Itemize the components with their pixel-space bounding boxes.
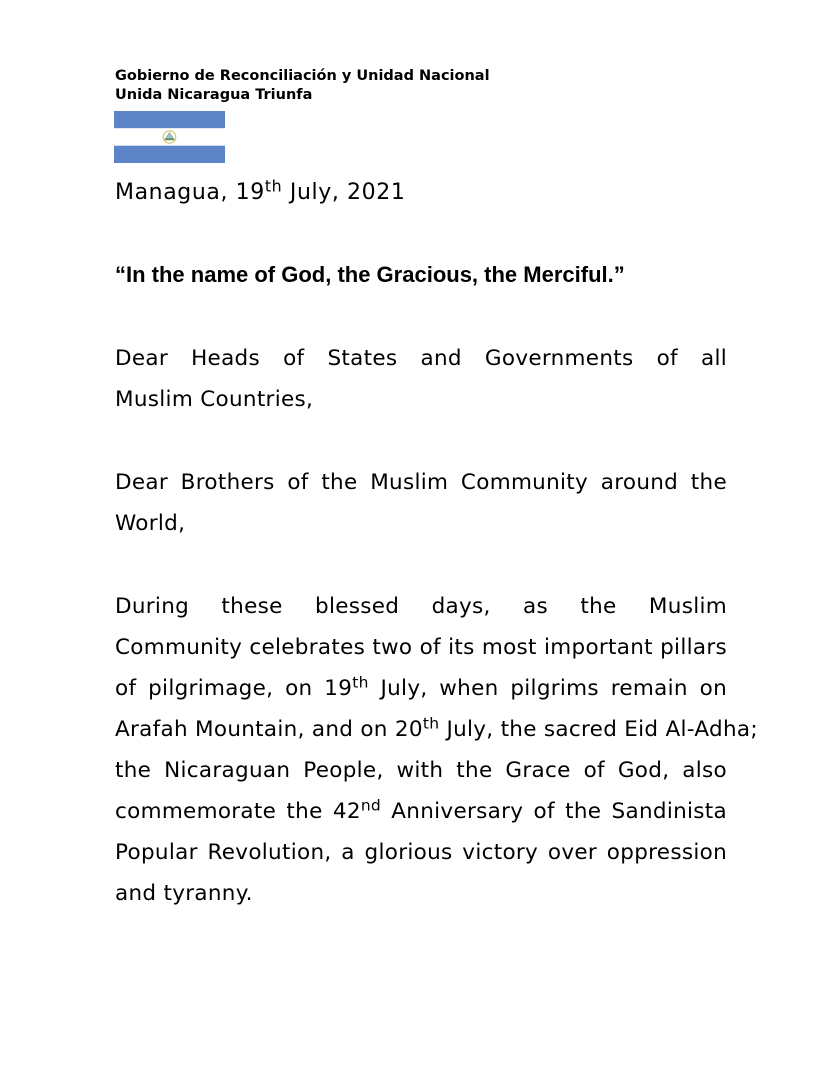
flag-top-stripe xyxy=(114,111,225,128)
ordinal-suffix: th xyxy=(422,714,440,733)
dateline-ordinal: th xyxy=(264,176,283,196)
dateline-prefix: Managua, 19 xyxy=(115,180,265,205)
invocation: “In the name of God, the Gracious, the Merciful.” xyxy=(115,262,625,287)
paragraph-line: Dear Brothers of the Muslim Community around the xyxy=(115,470,727,495)
letterhead-slogan: Unida Nicaragua Triunfa xyxy=(115,87,313,103)
dateline-suffix: July, 2021 xyxy=(282,180,406,205)
text-segment: of pilgrimage, on 19 xyxy=(115,676,353,701)
paragraph-line: Community celebrates two of its most important pillars xyxy=(115,635,727,660)
paragraph-line xyxy=(115,709,758,750)
text-segment: Arafah Mountain, and on 20 xyxy=(115,717,423,742)
dateline xyxy=(115,178,405,208)
text-segment: July, the sacred Eid Al-Adha; xyxy=(439,717,758,742)
text-segment: July, when pilgrims remain on xyxy=(368,676,728,701)
ordinal-suffix: th xyxy=(352,673,369,692)
nicaragua-flag-icon xyxy=(114,111,225,163)
paragraph-line: During these blessed days, as the Muslim xyxy=(115,594,727,619)
text-segment: Anniversary of the Sandinista xyxy=(381,799,727,824)
paragraph-line: Muslim Countries, xyxy=(115,387,314,412)
paragraph-line: World, xyxy=(115,511,186,536)
salutation-muslim-community xyxy=(115,462,727,544)
paragraph-line: and tyranny. xyxy=(115,881,253,906)
salutation-heads-of-state xyxy=(115,338,727,420)
paragraph-line: the Nicaraguan People, with the Grace of God, also xyxy=(115,758,727,783)
flag-bottom-stripe xyxy=(114,146,225,163)
paragraph-line: Popular Revolution, a glorious victory over oppression xyxy=(115,840,727,865)
paragraph-line: Dear Heads of States and Governments of all xyxy=(115,346,727,371)
text-segment: commemorate the 42 xyxy=(115,799,361,824)
letterhead-government-name: Gobierno de Reconciliación y Unidad Nacional xyxy=(115,68,490,84)
body-paragraph xyxy=(115,586,758,914)
paragraph-line xyxy=(115,668,727,709)
paragraph-line xyxy=(115,791,727,832)
letterhead xyxy=(115,67,490,105)
ordinal-suffix: nd xyxy=(360,796,382,815)
